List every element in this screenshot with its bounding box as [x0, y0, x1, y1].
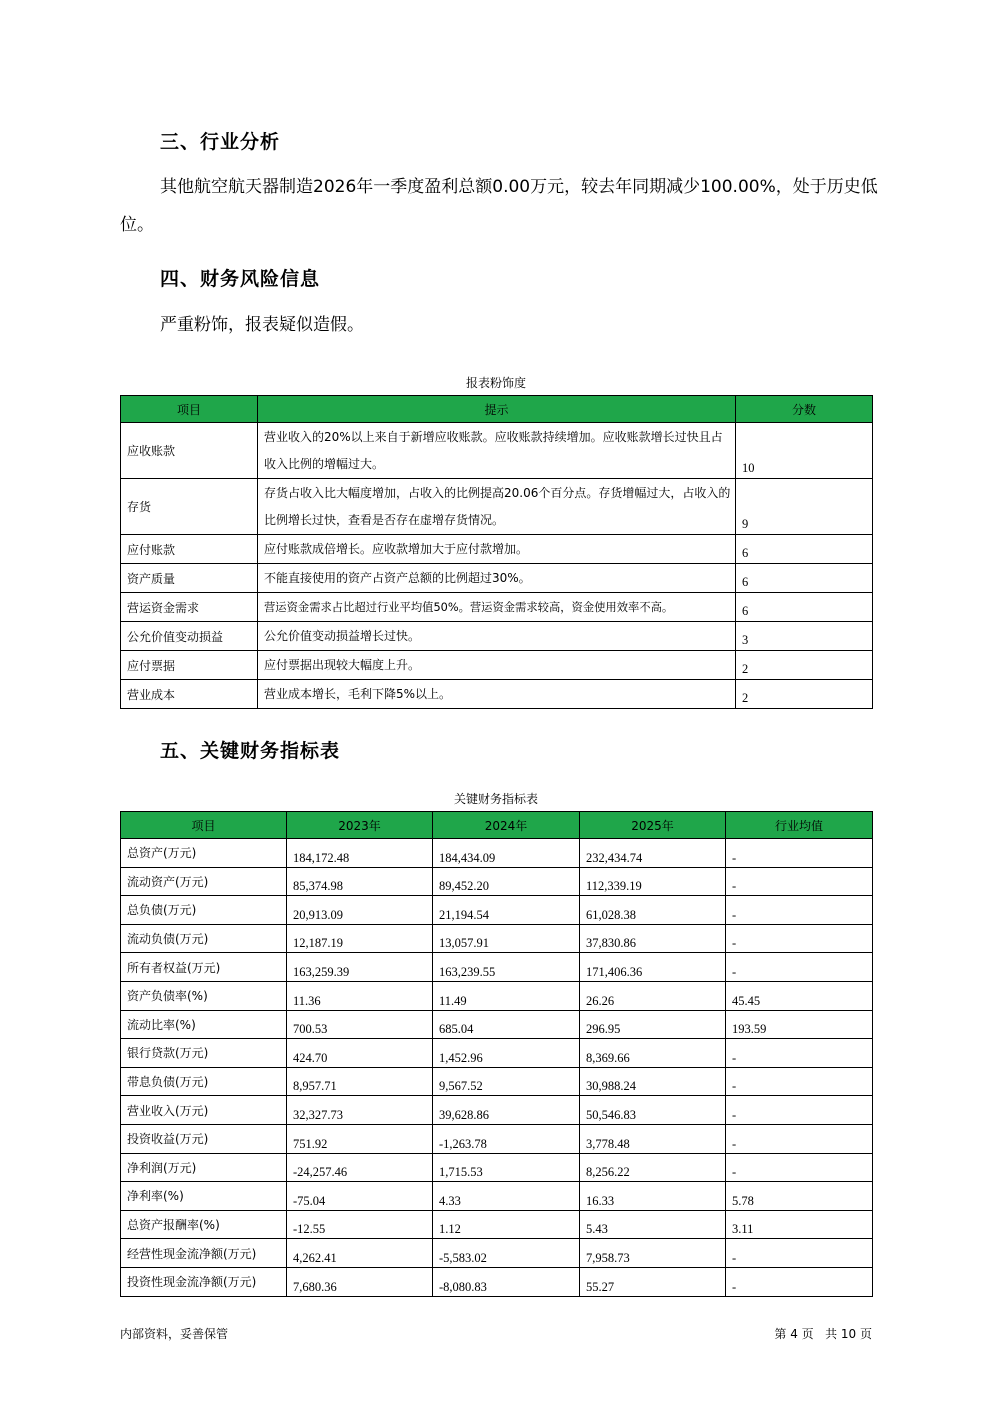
table-row [121, 867, 873, 896]
indicator-value: 13,057.91 [433, 924, 580, 953]
industry-paragraph: 其他航空航天器制造2026年一季度盈利总额0.00万元，较去年同期减少100.00%，处于历史低位。 [120, 177, 878, 235]
indicator-value: - [726, 1153, 873, 1182]
column-header: 2025年 [580, 812, 726, 839]
table-row [121, 924, 873, 953]
indicator-value: - [726, 1096, 873, 1125]
indicator-value: 112,339.19 [580, 867, 726, 896]
risk-hint: 应付账款成倍增长。应收款增加大于应付款增加。 [258, 535, 736, 564]
table-row [121, 593, 873, 622]
table-row [121, 839, 873, 868]
indicator-name: 资产负债率(%) [121, 981, 287, 1010]
indicator-name: 经营性现金流净额(万元) [121, 1239, 287, 1268]
indicator-name: 投资性现金流净额(万元) [121, 1267, 287, 1296]
table-row [121, 1039, 873, 1068]
column-header: 项目 [121, 396, 258, 423]
indicator-name: 营业收入(万元) [121, 1096, 287, 1125]
indicator-value: 7,680.36 [287, 1267, 433, 1296]
risk-score: 6 [736, 593, 873, 622]
indicator-value: 685.04 [433, 1010, 580, 1039]
risk-item: 营业成本 [121, 680, 258, 709]
table-row [121, 1210, 873, 1239]
indicator-name: 带息负债(万元) [121, 1067, 287, 1096]
table-row [121, 981, 873, 1010]
footer-page-number: 第 4 页 共 10 页 [774, 1327, 872, 1341]
indicator-value: 9,567.52 [433, 1067, 580, 1096]
risk-item: 资产质量 [121, 564, 258, 593]
table-row [121, 479, 873, 535]
indicator-value: 184,434.09 [433, 839, 580, 868]
risk-hint: 存货占收入比大幅度增加，占收入的比例提高20.06个百分点。存货增幅过大，占收入的比例增长过快，查看是否存在虚增存货情况。 [258, 479, 736, 535]
risk-hint: 营业成本增长，毛利下降5%以上。 [258, 680, 736, 709]
indicator-value: 3.11 [726, 1210, 873, 1239]
table-header-row [121, 396, 873, 423]
indicator-value: - [726, 1267, 873, 1296]
indicator-value: 20,913.09 [287, 896, 433, 925]
risk-item: 应收账款 [121, 423, 258, 479]
indicator-value: 61,028.38 [580, 896, 726, 925]
indicator-value: - [726, 953, 873, 982]
indicator-value: 16.33 [580, 1182, 726, 1211]
table-row [121, 1096, 873, 1125]
risk-item: 营运资金需求 [121, 593, 258, 622]
risk-item: 存货 [121, 479, 258, 535]
indicator-value: 232,434.74 [580, 839, 726, 868]
risk-table-caption: 报表粉饰度 [465, 376, 526, 390]
indicator-value: 5.43 [580, 1210, 726, 1239]
indicator-value: -8,080.83 [433, 1267, 580, 1296]
indicator-value: 4.33 [433, 1182, 580, 1211]
indicator-name: 净利率(%) [121, 1182, 287, 1211]
indicator-value: 55.27 [580, 1267, 726, 1296]
indicator-value: - [726, 867, 873, 896]
risk-table [120, 395, 873, 709]
risk-score: 9 [736, 479, 873, 535]
risk-score: 6 [736, 535, 873, 564]
table-row [121, 535, 873, 564]
fin-table-caption: 关键财务指标表 [453, 792, 538, 806]
indicator-value: 193.59 [726, 1010, 873, 1039]
section-title-indicators: 五、关键财务指标表 [160, 740, 341, 762]
indicator-value: 424.70 [287, 1039, 433, 1068]
indicator-value: -24,257.46 [287, 1153, 433, 1182]
indicator-value: -1,263.78 [433, 1124, 580, 1153]
indicator-name: 银行贷款(万元) [121, 1039, 287, 1068]
indicator-value: 30,988.24 [580, 1067, 726, 1096]
indicator-name: 流动比率(%) [121, 1010, 287, 1039]
indicator-value: 11.49 [433, 981, 580, 1010]
indicator-value: 171,406.36 [580, 953, 726, 982]
indicator-value: 184,172.48 [287, 839, 433, 868]
indicator-value: -12.55 [287, 1210, 433, 1239]
indicator-value: - [726, 924, 873, 953]
indicator-value: 37,830.86 [580, 924, 726, 953]
indicator-value: - [726, 1124, 873, 1153]
indicator-value: 4,262.41 [287, 1239, 433, 1268]
indicator-value: 1.12 [433, 1210, 580, 1239]
indicator-value: 8,957.71 [287, 1067, 433, 1096]
indicator-value: 8,369.66 [580, 1039, 726, 1068]
risk-score: 3 [736, 622, 873, 651]
risk-item: 应付票据 [121, 651, 258, 680]
indicator-value: 7,958.73 [580, 1239, 726, 1268]
table-row [121, 1067, 873, 1096]
indicator-name: 流动负债(万元) [121, 924, 287, 953]
indicator-value: 700.53 [287, 1010, 433, 1039]
indicator-value: -75.04 [287, 1182, 433, 1211]
risk-item: 应付账款 [121, 535, 258, 564]
column-header: 行业均值 [726, 812, 873, 839]
indicator-value: - [726, 1239, 873, 1268]
table-row [121, 1124, 873, 1153]
indicator-value: 751.92 [287, 1124, 433, 1153]
indicator-value: 89,452.20 [433, 867, 580, 896]
column-header: 2024年 [433, 812, 580, 839]
table-row [121, 1239, 873, 1268]
table-row [121, 680, 873, 709]
table-row [121, 564, 873, 593]
table-row [121, 622, 873, 651]
financial-indicator-table [120, 811, 873, 1297]
risk-hint: 营运资金需求占比超过行业平均值50%。营运资金需求较高，资金使用效率不高。 [258, 593, 736, 622]
risk-item: 公允价值变动损益 [121, 622, 258, 651]
table-row [121, 1010, 873, 1039]
table-row [121, 1267, 873, 1296]
risk-hint: 应付票据出现较大幅度上升。 [258, 651, 736, 680]
indicator-value: 39,628.86 [433, 1096, 580, 1125]
indicator-value: 12,187.19 [287, 924, 433, 953]
indicator-name: 流动资产(万元) [121, 867, 287, 896]
indicator-value: - [726, 1039, 873, 1068]
indicator-value: - [726, 839, 873, 868]
indicator-value: 3,778.48 [580, 1124, 726, 1153]
indicator-name: 净利润(万元) [121, 1153, 287, 1182]
table-row [121, 651, 873, 680]
column-header: 2023年 [287, 812, 433, 839]
indicator-value: 1,715.53 [433, 1153, 580, 1182]
indicator-value: 85,374.98 [287, 867, 433, 896]
indicator-value: 26.26 [580, 981, 726, 1010]
risk-hint: 不能直接使用的资产占资产总额的比例超过30%。 [258, 564, 736, 593]
risk-hint: 公允价值变动损益增长过快。 [258, 622, 736, 651]
table-row [121, 953, 873, 982]
column-header: 分数 [736, 396, 873, 423]
risk-score: 6 [736, 564, 873, 593]
table-header-row [121, 812, 873, 839]
indicator-value: 32,327.73 [287, 1096, 433, 1125]
indicator-value: 11.36 [287, 981, 433, 1010]
indicator-name: 所有者权益(万元) [121, 953, 287, 982]
section-title-industry: 三、行业分析 [160, 131, 281, 153]
risk-score: 10 [736, 423, 873, 479]
risk-paragraph: 严重粉饰，报表疑似造假。 [160, 315, 364, 335]
column-header: 项目 [121, 812, 287, 839]
indicator-value: - [726, 1067, 873, 1096]
indicator-value: 5.78 [726, 1182, 873, 1211]
indicator-value: 296.95 [580, 1010, 726, 1039]
table-row [121, 1182, 873, 1211]
indicator-name: 总负债(万元) [121, 896, 287, 925]
indicator-value: 163,239.55 [433, 953, 580, 982]
risk-score: 2 [736, 680, 873, 709]
table-row [121, 1153, 873, 1182]
risk-score: 2 [736, 651, 873, 680]
risk-hint: 营业收入的20%以上来自于新增应收账款。应收账款持续增加。应收账款增长过快且占收入比例的增幅过大。 [258, 423, 736, 479]
footer-confidential-note: 内部资料，妥善保管 [120, 1327, 229, 1341]
indicator-name: 投资收益(万元) [121, 1124, 287, 1153]
column-header: 提示 [258, 396, 736, 423]
section-title-risk: 四、财务风险信息 [160, 268, 321, 290]
indicator-value: 1,452.96 [433, 1039, 580, 1068]
indicator-value: 8,256.22 [580, 1153, 726, 1182]
table-row [121, 423, 873, 479]
indicator-value: -5,583.02 [433, 1239, 580, 1268]
indicator-value: - [726, 896, 873, 925]
indicator-value: 21,194.54 [433, 896, 580, 925]
indicator-value: 163,259.39 [287, 953, 433, 982]
table-row [121, 896, 873, 925]
indicator-value: 45.45 [726, 981, 873, 1010]
indicator-value: 50,546.83 [580, 1096, 726, 1125]
indicator-name: 总资产(万元) [121, 839, 287, 868]
indicator-name: 总资产报酬率(%) [121, 1210, 287, 1239]
